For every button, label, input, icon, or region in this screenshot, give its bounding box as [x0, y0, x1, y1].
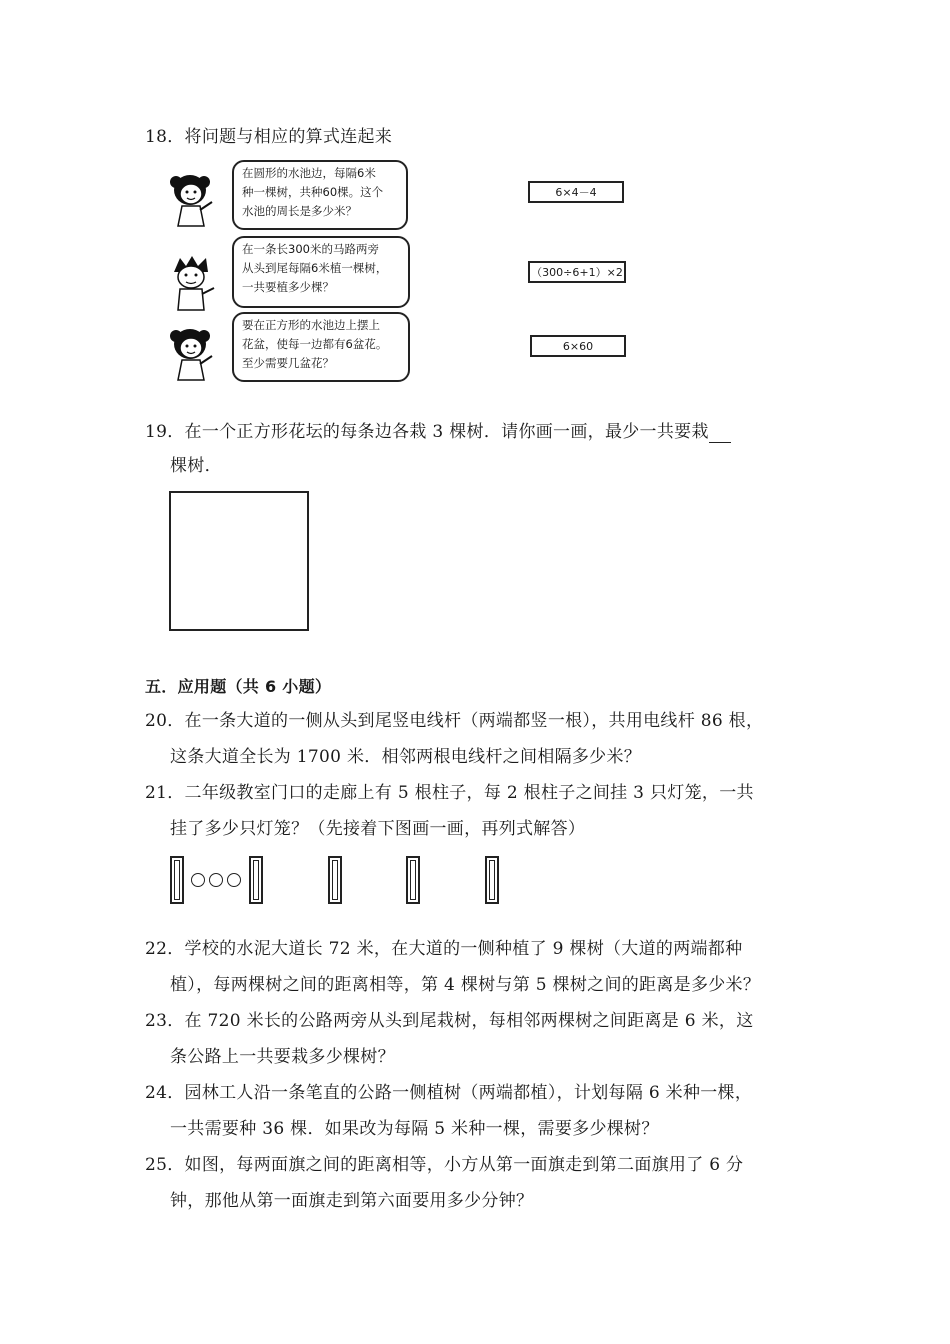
pillar: [485, 856, 499, 904]
q19-text: 19．在一个正方形花坛的每条边各栽 3 棵树．请你画一画，最少一共要栽: [145, 422, 709, 442]
q18-title: 18．将问题与相应的算式连起来: [145, 127, 393, 147]
bubble-line: 至少需要几盆花？: [242, 356, 334, 370]
pillar: [249, 856, 263, 904]
section-heading: 五．应用题（共 6 小题）: [145, 677, 332, 696]
q22-line2: 植），每两棵树之间的距离相等，第 4 棵树与第 5 棵树之间的距离是多少米？: [170, 975, 761, 995]
q19-line2: 棵树．: [170, 456, 222, 476]
expression-box-3[interactable]: 6×60: [530, 335, 626, 357]
bubble-line: 种一棵树，共种60棵。这个: [242, 185, 384, 199]
bubble-line: 在圆形的水池边，每隔6米: [242, 166, 376, 180]
bubble-line: 一共要植多少棵？: [242, 280, 334, 294]
girl-illustration-icon: [164, 168, 226, 230]
bubble-line: 在一条长300米的马路两旁: [242, 242, 379, 256]
q22-line1: 22．学校的水泥大道长 72 米，在大道的一侧种植了 9 棵树（大道的两端都种: [145, 939, 743, 959]
pillar: [406, 856, 420, 904]
speech-bubble-2: [232, 236, 410, 308]
pillar: [328, 856, 342, 904]
q23-line2: 条公路上一共要栽多少棵树？: [170, 1047, 395, 1067]
boy-illustration-icon: [164, 252, 226, 314]
bubble-line: 水池的周长是多少米？: [242, 204, 357, 218]
q21-line2: 挂了多少只灯笼？（先接着下图画一画，再列式解答）: [170, 819, 586, 839]
lantern: [227, 873, 241, 887]
speech-bubble-1: [232, 160, 408, 230]
q20-line2: 这条大道全长为 1700 米．相邻两根电线杆之间相隔多少米？: [170, 747, 642, 767]
square-flowerbed[interactable]: [169, 491, 309, 631]
q19-line1: [145, 421, 731, 443]
girl-illustration-icon: [164, 322, 226, 384]
answer-blank[interactable]: [709, 424, 731, 443]
q23-line1: 23．在 720 米长的公路两旁从头到尾栽树，每相邻两棵树之间距离是 6 米，这: [145, 1011, 754, 1031]
expression-box-2[interactable]: （300÷6+1）×2: [528, 261, 626, 283]
speech-bubble-3: [232, 312, 410, 382]
lantern: [209, 873, 223, 887]
q20-line1: 20．在一条大道的一侧从头到尾竖电线杆（两端都竖一根），共用电线杆 86 根，: [145, 711, 764, 731]
q24-line1: 24．园林工人沿一条笔直的公路一侧植树（两端都植），计划每隔 6 米种一棵，: [145, 1083, 753, 1103]
lantern: [191, 873, 205, 887]
expression-box-1[interactable]: 6×4－4: [528, 181, 624, 203]
q25-line1: 25．如图，每两面旗之间的距离相等，小方从第一面旗走到第二面旗用了 6 分: [145, 1155, 744, 1175]
bubble-line: 要在正方形的水池边上摆上: [242, 318, 380, 332]
bubble-line: 从头到尾每隔6米植一棵树，: [242, 261, 388, 275]
q21-line1: 21．二年级教室门口的走廊上有 5 根柱子，每 2 根柱子之间挂 3 只灯笼，一共: [145, 783, 754, 803]
q24-line2: 一共需要种 36 棵．如果改为每隔 5 米种一棵，需要多少棵树？: [170, 1119, 659, 1139]
q25-line2: 钟，那他从第一面旗走到第六面要用多少分钟？: [170, 1191, 534, 1211]
bubble-line: 花盆，使每一边都有6盆花。: [242, 337, 388, 351]
pillar: [170, 856, 184, 904]
